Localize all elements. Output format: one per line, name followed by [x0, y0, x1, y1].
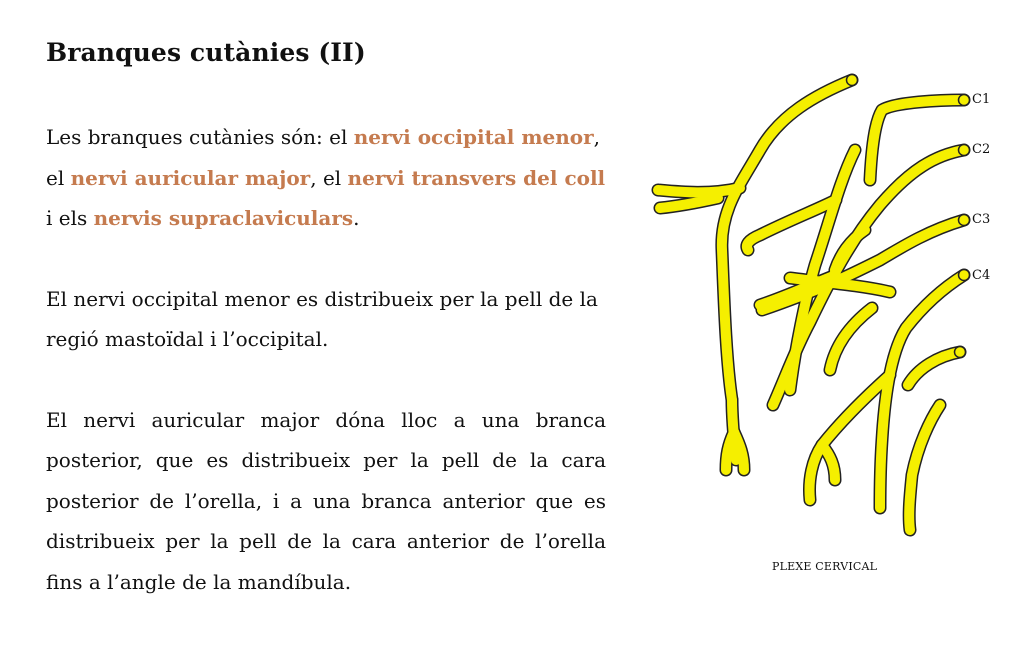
auricular-paragraph: El nervi auricular major dóna lloc a una branca posterior, que es distribueix per la pell de la cara posterior de l’orella, i a una branca anterior que es distribueix per la pell de la cara anterior de l’orella fins a l’angle de la mandíbula. [46, 407, 606, 594]
page-title: Branques cutànies (II) [46, 38, 366, 67]
figure-caption: PLEXE CERVICAL [772, 560, 878, 573]
intro-text: . [353, 206, 360, 230]
label-c2: C2 [972, 142, 991, 157]
intro-text: , el [46, 125, 600, 190]
label-c1: C1 [972, 92, 991, 107]
term-occipital-nerve: nervi occipital menor [353, 125, 594, 149]
label-c3: C3 [972, 212, 991, 227]
intro-text: , el [310, 165, 348, 190]
body-text [46, 117, 606, 642]
intro-text: Les branques cutànies són: el [46, 125, 354, 149]
label-c4: C4 [972, 268, 991, 283]
term-auricular-nerve: nervi auricular major [70, 165, 311, 190]
intro-text: i els [46, 206, 94, 230]
intro-paragraph [46, 117, 606, 239]
cervical-plexus-figure [640, 60, 1024, 590]
term-transverse-nerve: nervi transvers del coll [347, 165, 606, 190]
occipital-paragraph: El nervi occipital menor es distribueix per la pell de la regió mastoïdal i l’occipital. [46, 286, 598, 351]
term-supraclavicular-nerves: nervis supraclaviculars [93, 206, 354, 230]
cervical-plexus-illustration [640, 60, 1024, 590]
